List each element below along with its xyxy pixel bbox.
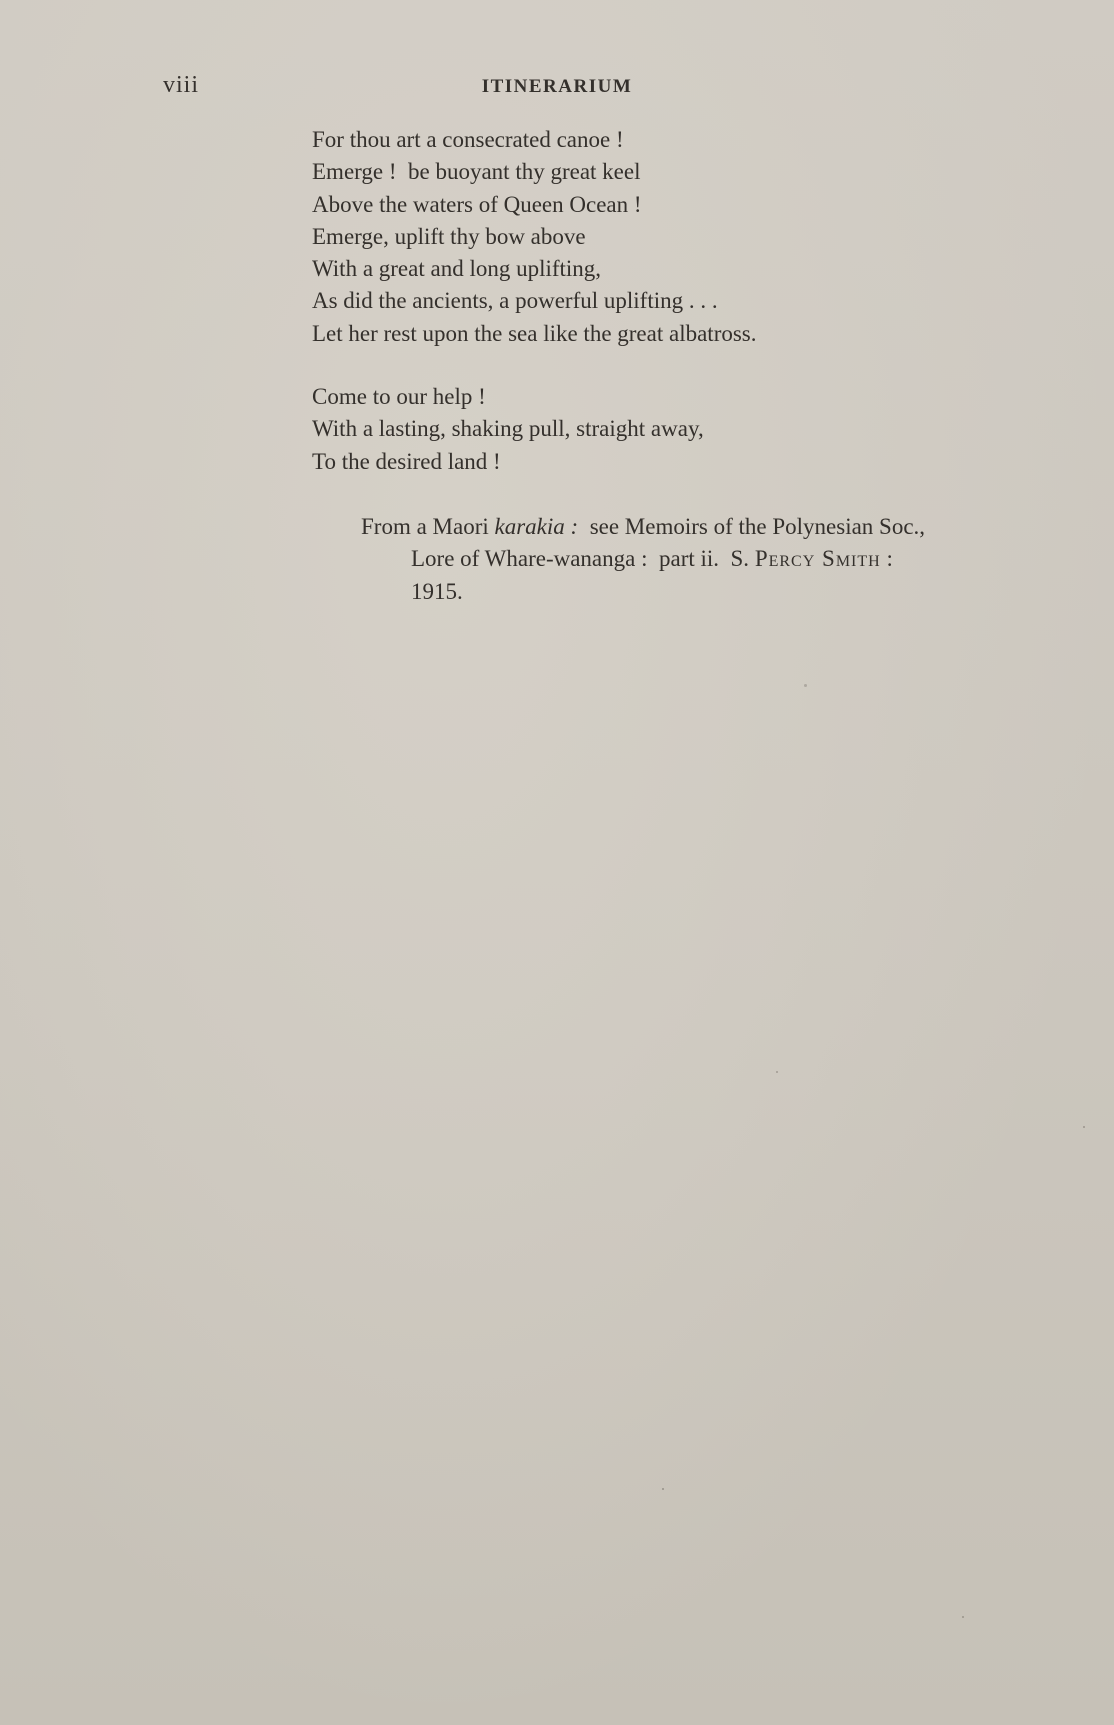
attribution-from: From a Maori [361,514,495,539]
poem-line: Emerge ! be buoyant thy great keel [312,159,641,185]
poem-line: Above the waters of Queen Ocean ! [312,191,642,217]
poem-line: Let her rest upon the sea like the great albatross. [312,320,757,346]
attribution-karakia: karakia : [494,514,579,539]
poem-line: To the desired land ! [312,448,501,474]
attribution-line-2 [361,543,1051,575]
paper-speck [662,1488,664,1490]
attribution-memoirs: see Memoirs of the Polynesian Soc., [578,514,926,539]
poem-line: Emerge, uplift thy bow above [312,223,586,249]
poem-line: Come to our help ! [312,384,486,409]
attribution-author-colon: : [880,546,893,572]
poem-line: As did the ancients, a powerful uplifting . . . [312,288,718,314]
paper-speck [962,1616,964,1618]
poem-line: With a great and long uplifting, [312,256,602,282]
attribution-author: Percy Smith [754,546,881,572]
paper-speck [1083,1126,1085,1128]
poem-attribution [361,511,1051,608]
paper-speck [804,684,807,687]
attribution-line-1 [361,511,1051,543]
poem-line: With a lasting, shaking pull, straight away, [312,416,704,442]
poem-line: For thou art a consecrated canoe ! [312,127,624,152]
running-head: ITINERARIUM [481,76,633,97]
poem-stanza-1 [312,124,757,350]
paper-speck [776,1071,778,1073]
attribution-year: 1915. [411,578,463,604]
page-number: viii [163,72,200,98]
poem-stanza-2 [312,381,704,478]
attribution-lore: Lore of Whare-wananga : part ii. S. [411,546,755,572]
